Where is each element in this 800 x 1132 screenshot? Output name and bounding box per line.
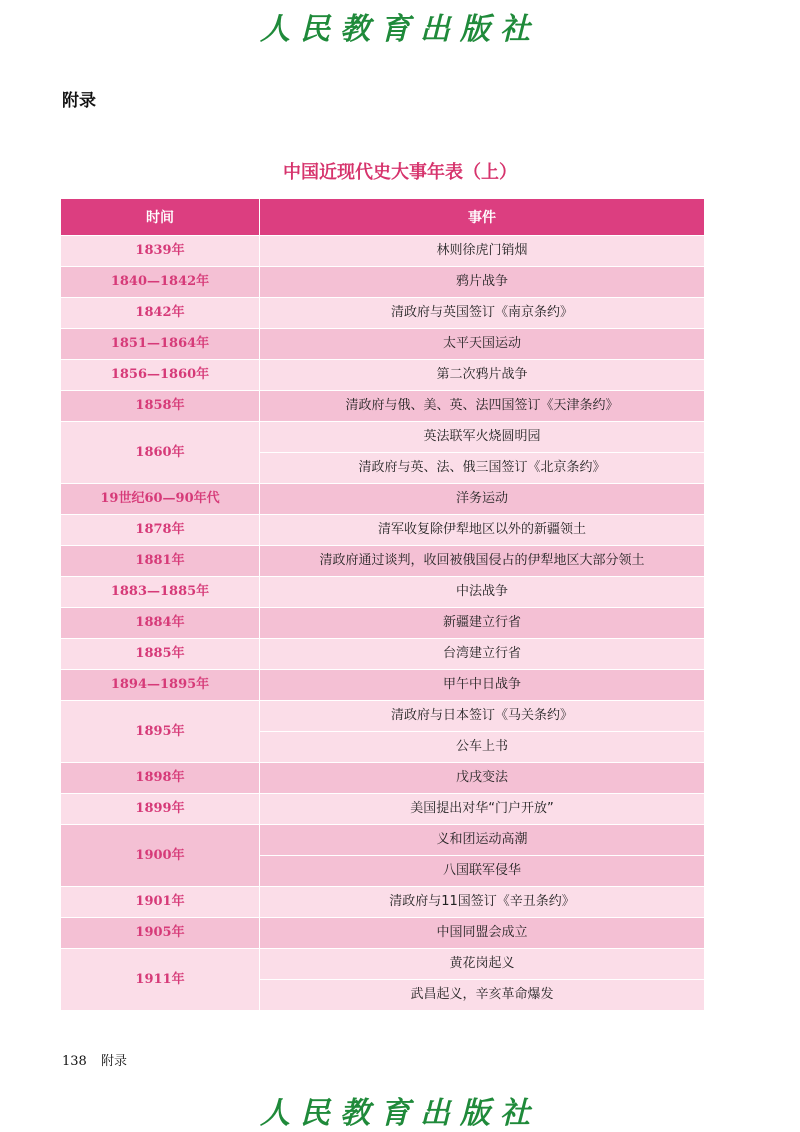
time-cell: 1856—1860年 <box>61 360 260 391</box>
time-cell: 1883—1885年 <box>61 577 260 608</box>
event-cell: 清政府与英国签订《南京条约》 <box>260 298 705 329</box>
table-body <box>61 236 705 1011</box>
event-cell: 八国联军侵华 <box>260 856 705 887</box>
table-row <box>61 577 705 608</box>
event-cell: 义和团运动高潮 <box>260 825 705 856</box>
time-cell: 1840—1842年 <box>61 267 260 298</box>
time-cell: 1905年 <box>61 918 260 949</box>
event-cell: 武昌起义，辛亥革命爆发 <box>260 980 705 1011</box>
table-row <box>61 391 705 422</box>
event-cell: 新疆建立行省 <box>260 608 705 639</box>
time-cell: 1851—1864年 <box>61 329 260 360</box>
table-row <box>61 825 705 856</box>
event-cell: 戊戌变法 <box>260 763 705 794</box>
column-header-event: 事件 <box>260 199 705 236</box>
time-cell: 1900年 <box>61 825 260 887</box>
event-cell: 台湾建立行省 <box>260 639 705 670</box>
event-cell: 中法战争 <box>260 577 705 608</box>
event-cell: 第二次鸦片战争 <box>260 360 705 391</box>
table-row <box>61 887 705 918</box>
table-row <box>61 422 705 453</box>
table-row <box>61 360 705 391</box>
event-cell: 太平天国运动 <box>260 329 705 360</box>
time-cell: 1898年 <box>61 763 260 794</box>
table-row <box>61 329 705 360</box>
event-cell: 甲午中日战争 <box>260 670 705 701</box>
event-cell: 清政府与英、法、俄三国签订《北京条约》 <box>260 453 705 484</box>
event-cell: 洋务运动 <box>260 484 705 515</box>
time-cell: 19世纪60—90年代 <box>61 484 260 515</box>
event-cell: 中国同盟会成立 <box>260 918 705 949</box>
table-row <box>61 298 705 329</box>
time-cell: 1881年 <box>61 546 260 577</box>
chronology-table <box>60 198 705 1011</box>
page-number: 138 <box>62 1054 87 1069</box>
event-cell: 清政府通过谈判，收回被俄国侵占的伊犁地区大部分领土 <box>260 546 705 577</box>
table-row <box>61 639 705 670</box>
time-cell: 1899年 <box>61 794 260 825</box>
section-label: 附录 <box>62 91 96 111</box>
time-cell: 1911年 <box>61 949 260 1011</box>
event-cell: 清政府与日本签订《马关条约》 <box>260 701 705 732</box>
publisher-logo-bottom: 人民教育出版社 <box>260 1096 540 1131</box>
table-header-row <box>61 199 705 236</box>
time-cell: 1901年 <box>61 887 260 918</box>
event-cell: 英法联军火烧圆明园 <box>260 422 705 453</box>
time-cell: 1894—1895年 <box>61 670 260 701</box>
column-header-time: 时间 <box>61 199 260 236</box>
table-row <box>61 701 705 732</box>
table-row <box>61 546 705 577</box>
time-cell: 1878年 <box>61 515 260 546</box>
time-cell: 1839年 <box>61 236 260 267</box>
table-row <box>61 484 705 515</box>
time-cell: 1884年 <box>61 608 260 639</box>
table-row <box>61 670 705 701</box>
footer-label: 附录 <box>100 1054 127 1069</box>
table-row <box>61 236 705 267</box>
table-title: 中国近现代史大事年表（上） <box>283 162 517 183</box>
event-cell: 清政府与俄、美、英、法四国签订《天津条约》 <box>260 391 705 422</box>
time-cell: 1885年 <box>61 639 260 670</box>
time-cell: 1895年 <box>61 701 260 763</box>
event-cell: 美国提出对华“门户开放” <box>260 794 705 825</box>
page-footer <box>62 1050 127 1069</box>
event-cell: 鸦片战争 <box>260 267 705 298</box>
time-cell: 1860年 <box>61 422 260 484</box>
event-cell: 清军收复除伊犁地区以外的新疆领土 <box>260 515 705 546</box>
event-cell: 林则徐虎门销烟 <box>260 236 705 267</box>
table-row <box>61 515 705 546</box>
table-row <box>61 267 705 298</box>
table-row <box>61 763 705 794</box>
table-row <box>61 949 705 980</box>
table-row <box>61 918 705 949</box>
chronology-table-wrapper <box>60 198 704 1011</box>
table-row <box>61 794 705 825</box>
event-cell: 清政府与11国签订《辛丑条约》 <box>260 887 705 918</box>
table-row <box>61 608 705 639</box>
event-cell: 黄花岗起义 <box>260 949 705 980</box>
time-cell: 1842年 <box>61 298 260 329</box>
time-cell: 1858年 <box>61 391 260 422</box>
event-cell: 公车上书 <box>260 732 705 763</box>
publisher-logo-top: 人民教育出版社 <box>260 12 540 47</box>
